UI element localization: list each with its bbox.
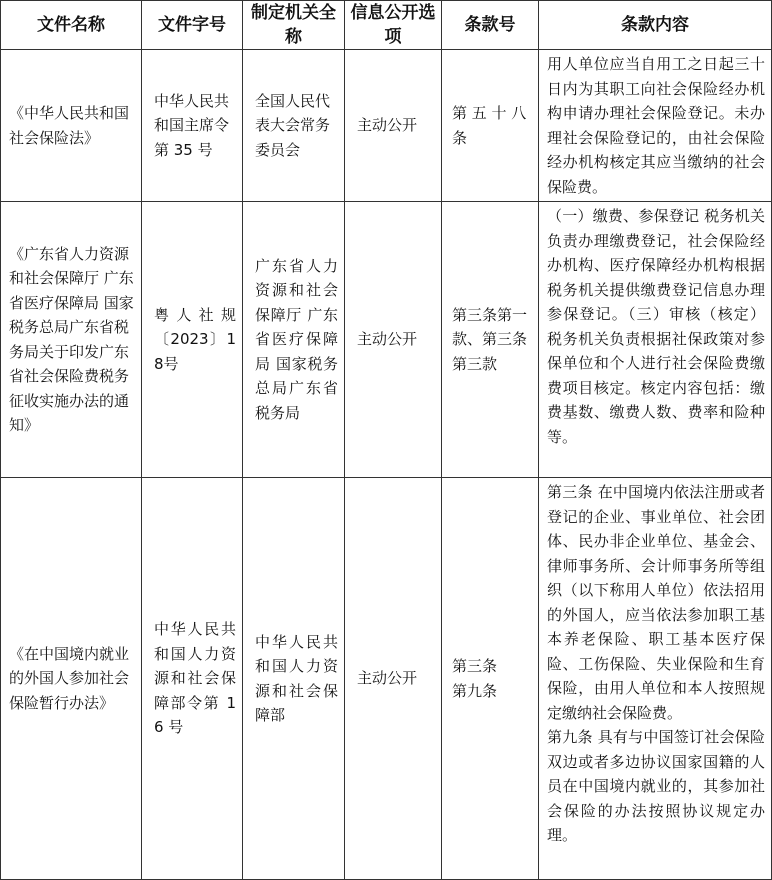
cell-content [539, 478, 772, 880]
table-row [1, 478, 772, 880]
cell-disclosure: 主动公开 [345, 478, 442, 880]
content-paragraph: 第三条 在中国境内依法注册或者登记的企业、事业单位、社会团体、民办非企业单位、基金会、律师事务所、会计师事务所等组织（以下称用人单位）依法招用的外国人，应当依法参加职工基本养老保险、职工基本医疗保险、工伤保险、失业保险和生育保险，由用人单位和本人按照规定缴纳社会保险费。 [547, 483, 765, 722]
cell-file-name: 《广东省人力资源和社会保障厅 广东省医疗保障局 国家税务总局广东省税务局关于印发广东省社会保险费税务征收实施办法的通知》 [1, 202, 142, 478]
cell-article: 第三条第一款、第三条第三款 [442, 202, 539, 478]
cell-disclosure: 主动公开 [345, 202, 442, 478]
table-row [1, 202, 772, 478]
cell-content: （一）缴费、参保登记 税务机关负责办理缴费登记，社会保险经办机构、医疗保障经办机构根据税务机关提供缴费登记信息办理参保登记。（三）审核（核定） 税务机关负责根据社保政策对参保单位和个人进行社会保险费缴费项目核定。核定内容包括：缴费基数、缴费人数、费率和险种等。 [539, 202, 772, 478]
cell-article [442, 478, 539, 880]
header-authority: 制定机关全称 [243, 1, 345, 50]
article-line: 第九条 [452, 681, 498, 700]
cell-file-number: 粤人社规〔2023〕18号 [142, 202, 243, 478]
cell-authority: 广东省人力资源和社会保障厅 广东省医疗保障局 国家税务总局广东省税务局 [243, 202, 345, 478]
cell-file-number: 中华人民共和国人力资源和社会保障部令第 16 号 [142, 478, 243, 880]
cell-file-name: 《中华人民共和国社会保险法》 [1, 50, 142, 202]
cell-authority: 全国人民代表大会常务委员会 [243, 50, 345, 202]
header-content: 条款内容 [539, 1, 772, 50]
cell-file-number: 中华人民共和国主席令第 35 号 [142, 50, 243, 202]
header-row [1, 1, 772, 50]
header-file-number: 文件字号 [142, 1, 243, 50]
table-row [1, 50, 772, 202]
header-file-name: 文件名称 [1, 1, 142, 50]
article-line: 第三条 [452, 657, 498, 675]
header-article: 条款号 [442, 1, 539, 50]
cell-authority: 中华人民共和国人力资源和社会保障部 [243, 478, 345, 880]
cell-article: 第 五 十 八 条 [442, 50, 539, 202]
header-disclosure: 信息公开选项 [345, 1, 442, 50]
cell-disclosure: 主动公开 [345, 50, 442, 202]
content-paragraph: 第九条 具有与中国签订社会保险双边或者多边协议国家国籍的人员在中国境内就业的，其参加社会保险的办法按照协议规定办理。 [547, 728, 765, 844]
cell-content: 用人单位应当自用工之日起三十日内为其职工向社会保险经办机构申请办理社会保险登记。未办理社会保险登记的，由社会保险经办机构核定其应当缴纳的社会保险费。 [539, 50, 772, 202]
cell-file-name: 《在中国境内就业的外国人参加社会保险暂行办法》 [1, 478, 142, 880]
